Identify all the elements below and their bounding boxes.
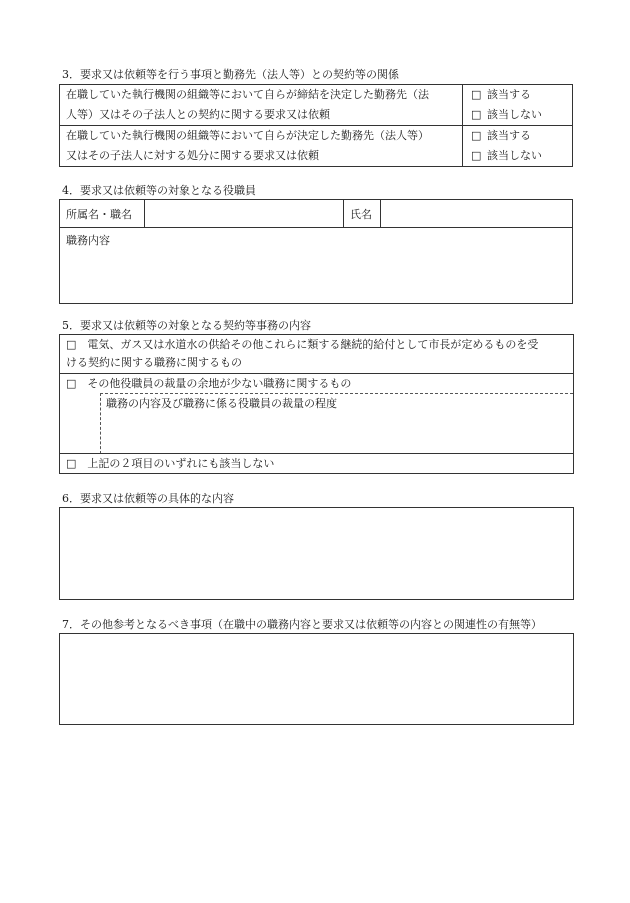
section-6-heading: 6．要求又は依頼等の具体的な内容: [62, 492, 234, 505]
table-row: [60, 228, 573, 304]
option-none-label: □ 上記の２項目のいずれにも該当しない: [66, 457, 275, 470]
option-applicable[interactable]: [471, 85, 566, 105]
name-input-cell[interactable]: [381, 200, 573, 228]
checkbox[interactable]: □: [471, 129, 482, 142]
option-utility-contract[interactable]: [60, 335, 573, 374]
section-4-table: [59, 199, 573, 304]
option-text-line: ける契約に関する職務に関するもの: [66, 356, 242, 369]
request-content-box[interactable]: [59, 507, 574, 600]
option-applicable[interactable]: [471, 126, 566, 146]
discretion-detail-label: 職務の内容及び職務に係る役職員の裁量の程度: [106, 397, 337, 410]
option-label: 該当しない: [487, 149, 542, 162]
checkbox[interactable]: □: [471, 88, 482, 101]
other-reference-box[interactable]: [59, 633, 574, 725]
option-text-line: □ 電気、ガス又は水道水の供給その他これらに類する継続的給付として市長が定めるものを受: [66, 338, 539, 351]
table-row: [60, 85, 573, 126]
option-none[interactable]: [60, 453, 573, 474]
table-row: [60, 126, 573, 167]
option-label: 該当しない: [487, 108, 542, 121]
section-4-heading: 4．要求又は依頼等の対象となる役職員: [62, 184, 256, 197]
section-5-box: [59, 334, 574, 474]
row-text-line: 在職していた執行機関の組織等において自らが決定した勤務先（法人等）: [66, 129, 429, 142]
option-label: 該当する: [487, 88, 531, 101]
duty-cell[interactable]: [60, 228, 573, 304]
row-text-line: 又はその子法人に対する処分に関する要求又は依頼: [66, 149, 319, 162]
disposition-relation-cell: [60, 126, 463, 167]
dept-input-cell[interactable]: [145, 200, 344, 228]
discretion-detail-box[interactable]: [100, 393, 573, 454]
duty-label: 職務内容: [66, 234, 110, 247]
section-3-heading: 3．要求又は依頼等を行う事項と勤務先（法人等）との契約等の関係: [62, 68, 399, 81]
option-cell: [463, 126, 573, 167]
section-5-heading: 5．要求又は依頼等の対象となる契約等事務の内容: [62, 319, 311, 332]
name-label-cell: 氏名: [344, 200, 381, 228]
table-row: [60, 200, 573, 228]
row-text-line: 人等）又はその子法人との契約に関する要求又は依頼: [66, 108, 330, 121]
option-cell: [463, 85, 573, 126]
option-label: 該当する: [487, 129, 531, 142]
dept-label-cell: 所属名・職名: [60, 200, 145, 228]
option-not-applicable[interactable]: [471, 105, 566, 125]
section-7-heading: 7．その他参考となるべき事項（在職中の職務内容と要求又は依頼等の内容との関連性の有無等）: [62, 618, 542, 631]
option-low-discretion[interactable]: □ その他役職員の裁量の余地が少ない職務に関するもの: [66, 377, 352, 390]
checkbox[interactable]: □: [471, 108, 482, 121]
row-text-line: 在職していた執行機関の組織等において自らが締結を決定した勤務先（法: [66, 88, 429, 101]
option-not-applicable[interactable]: [471, 146, 566, 166]
checkbox[interactable]: □: [471, 149, 482, 162]
section-3-table: [59, 84, 573, 167]
contract-relation-cell: [60, 85, 463, 126]
